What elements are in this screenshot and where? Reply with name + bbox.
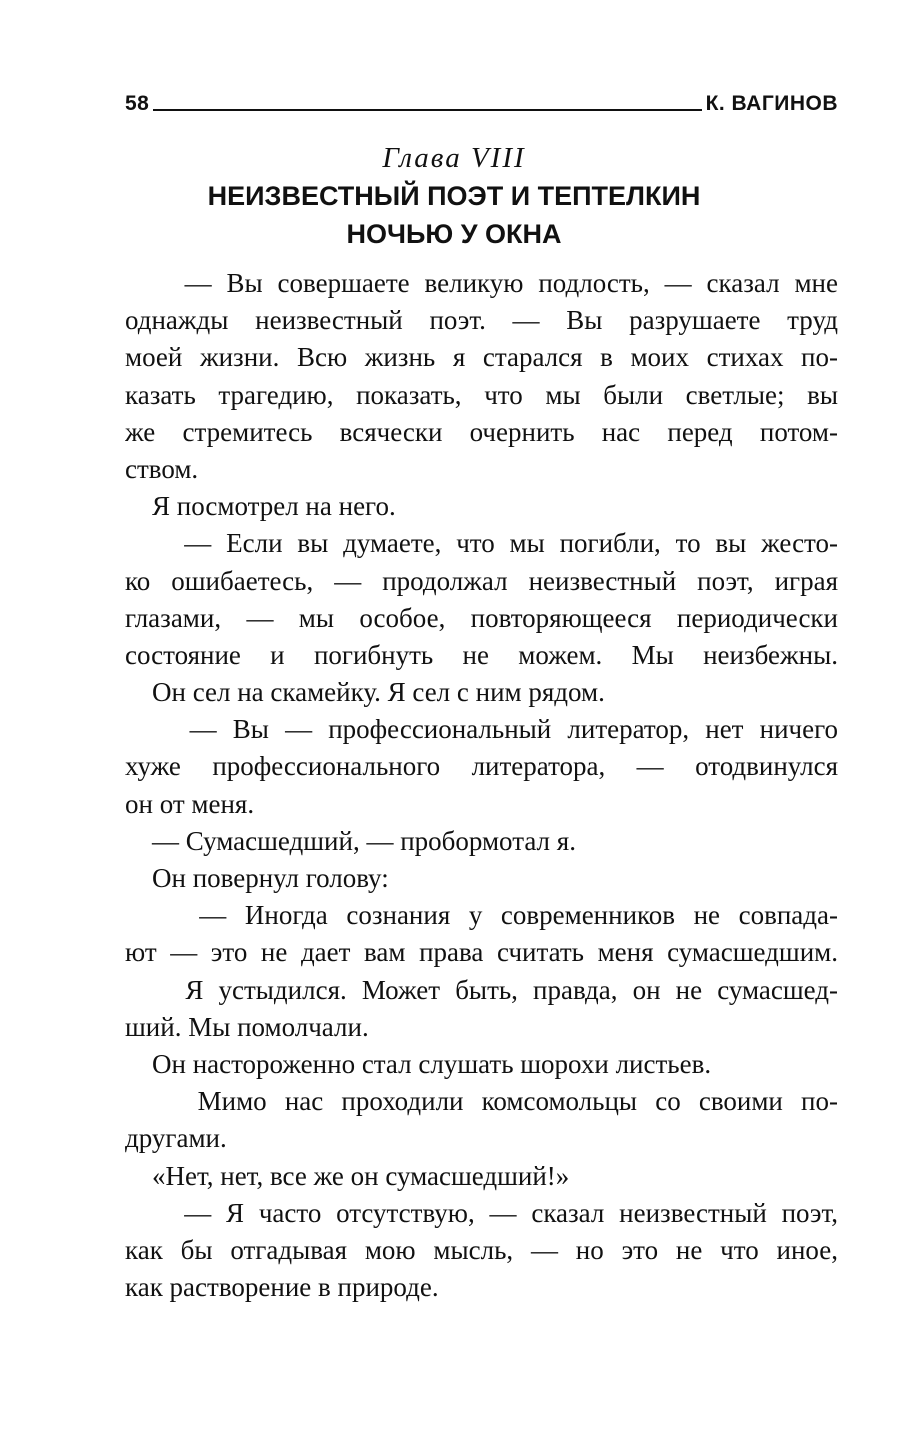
text-line: глазами, — мы особое, повторяющееся периодически — [125, 602, 838, 633]
text-line: Он повернул голову: — [125, 863, 389, 893]
text-line: — Вы — профессиональный литератор, нет ничего — [125, 714, 838, 745]
text-line: Мимо нас проходили комсомольцы со своими по- — [125, 1086, 838, 1117]
text-line: «Нет, нет, все же он сумасшедший!» — [125, 1160, 570, 1191]
text-line: ют — это не дает вам права считать меня сумасшедшим. — [125, 937, 838, 968]
text-line: Он сел на скамейку. Я сел с ним рядом. — [125, 677, 605, 708]
text-line: казать трагедию, показать, что мы были светлые; вы — [125, 379, 838, 410]
text-line: ший. Мы помолчали. — [125, 1011, 369, 1042]
page-number: 58 — [125, 92, 150, 115]
chapter-title-line: НЕИЗВЕСТНЫЙ ПОЭТ И ТЕПТЕЛКИН — [207, 181, 701, 211]
text-line: состояние и погибнуть не можем. Мы неизбежны. — [125, 639, 838, 670]
text-line: же стремитесь всячески очернить нас перед потом- — [125, 416, 838, 447]
text-line: моей жизни. Всю жизнь я старался в моих стихах по- — [125, 342, 838, 373]
text-line: — Сумасшедший, — пробормотал я. — [125, 825, 576, 856]
text-line: ко ошибаетесь, — продолжал неизвестный поэт, играя — [125, 565, 838, 596]
text-line: ством. — [125, 453, 199, 484]
chapter-label: Глава VIII — [382, 142, 526, 174]
body-text — [125, 265, 838, 1306]
text-line: другами. — [125, 1123, 227, 1154]
text-line: однажды неизвестный поэт. — Вы разрушаете труд — [125, 305, 838, 336]
text-line: — Я часто отсутствую, — сказал неизвестный поэт, — [125, 1197, 838, 1228]
chapter-title-line: НОЧЬЮ У ОКНА — [346, 219, 562, 249]
running-head-author: К. ВАГИНОВ — [705, 92, 838, 115]
text-line: как бы отгадывая мою мысль, — но это не что иное, — [125, 1234, 838, 1265]
text-line: Я устыдился. Может быть, правда, он не сумасшед- — [125, 974, 838, 1005]
text-line: Он настороженно стал слушать шорохи листьев. — [125, 1048, 712, 1079]
header-rule — [153, 109, 701, 111]
running-head — [125, 84, 838, 116]
text-line: Я посмотрел на него. — [125, 491, 396, 522]
text-line: как растворение в природе. — [125, 1272, 439, 1303]
text-line: — Если вы думаете, что мы погибли, то вы жесто- — [125, 528, 838, 559]
text-line: — Иногда сознания у современников не совпада- — [125, 900, 838, 931]
chapter-title — [0, 177, 908, 253]
text-line: он от меня. — [125, 788, 255, 819]
text-line: — Вы совершаете великую подлость, — сказал мне — [125, 268, 838, 298]
text-line: хуже профессионального литератора, — отодвинулся — [125, 751, 838, 782]
